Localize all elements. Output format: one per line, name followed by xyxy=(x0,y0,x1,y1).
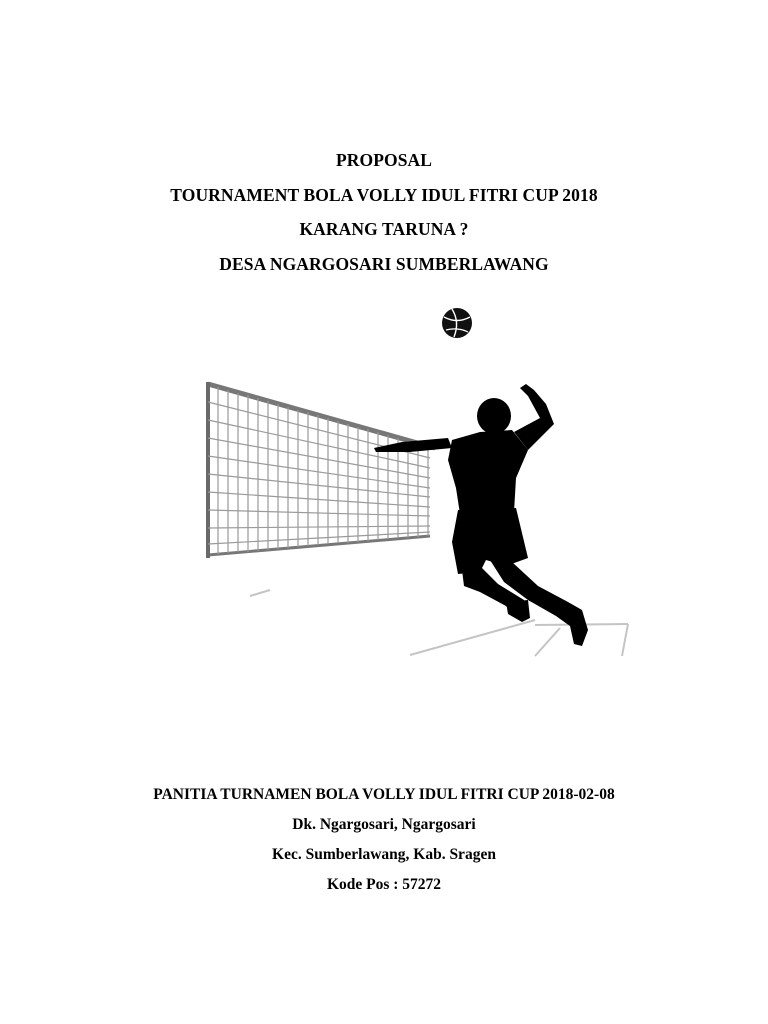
volleyball-net xyxy=(208,382,435,558)
cover-title xyxy=(0,143,768,281)
title-line-organizer: KARANG TARUNA ? xyxy=(299,219,469,239)
title-line-village: DESA NGARGOSARI SUMBERLAWANG xyxy=(219,253,549,274)
title-line-proposal: PROPOSAL xyxy=(335,150,433,170)
footer-committee: PANITIA TURNAMEN BOLA VOLLY IDUL FITRI CUP 2018-02-08 xyxy=(153,786,615,803)
footer-postal-code: Kode Pos : 57272 xyxy=(326,876,442,893)
footer-address-hamlet: Dk. Ngargosari, Ngargosari xyxy=(292,816,476,833)
volleyball-ball xyxy=(442,308,472,338)
volleyball-spike-illustration xyxy=(190,300,640,660)
cover-footer xyxy=(0,780,768,900)
footer-address-district: Kec. Sumberlawang, Kab. Sragen xyxy=(272,846,496,863)
title-line-tournament: TOURNAMENT BOLA VOLLY IDUL FITRI CUP 2018 xyxy=(170,184,598,205)
